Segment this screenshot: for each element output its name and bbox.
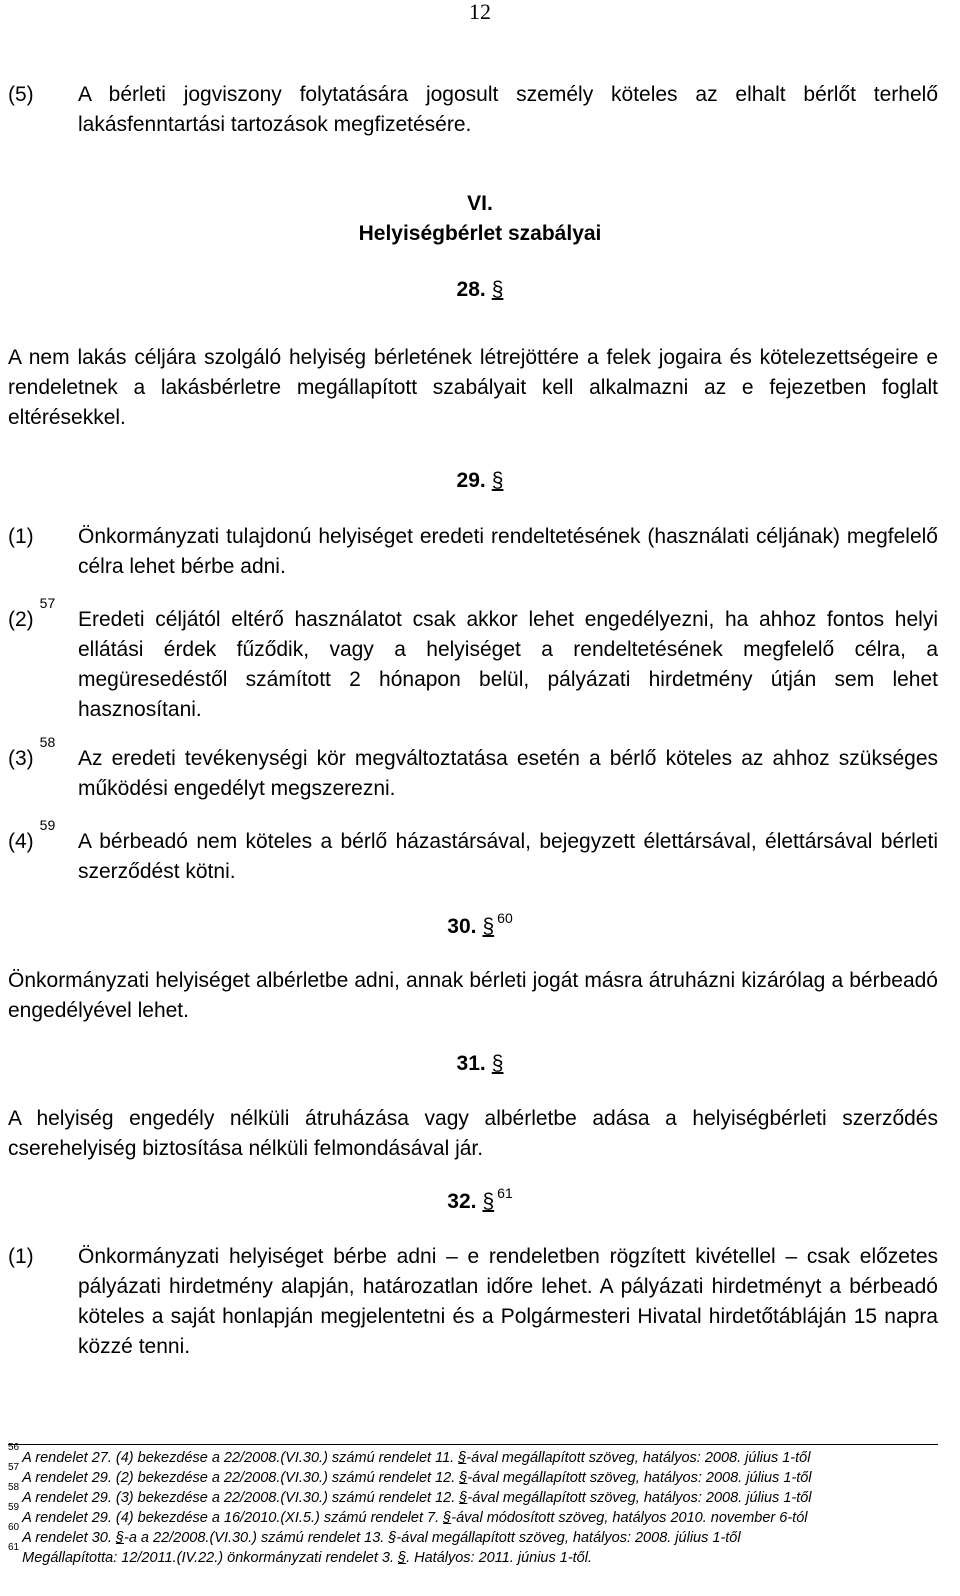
footnote	[8, 1462, 948, 1488]
section-30-heading	[0, 912, 960, 942]
section-31-heading	[0, 1049, 960, 1079]
footnote-text: A rendelet 29. (3) bekezdése a 22/2008.(VI.30.) számú rendelet 12.	[22, 1490, 460, 1506]
paragraph-number	[8, 734, 78, 804]
paragraph-number-text: (4)	[8, 830, 34, 853]
section-29-item-3	[8, 734, 938, 804]
paragraph-number-text: (1)	[8, 525, 34, 548]
chapter-number: VI.	[467, 192, 493, 215]
footnote-number: 56	[8, 1442, 20, 1454]
footnote-text: A rendelet 29. (4) bekezdése a 16/2010.(XI.5.) számú rendelet 7.	[22, 1510, 444, 1526]
footnote	[8, 1522, 948, 1548]
paragraph-text: Az eredeti tevékenységi kör megváltoztatása esetén a bérlő köteles az ahhoz szükséges működési engedélyt megszerezni.	[78, 747, 938, 800]
intro-paragraph	[8, 80, 938, 140]
section-number: 29.	[456, 469, 486, 492]
footnote-number: 57	[8, 1462, 20, 1474]
paragraph-number	[8, 817, 78, 887]
section-sign-link[interactable]: §	[482, 1190, 495, 1213]
section-sign-link[interactable]: §	[459, 1490, 468, 1506]
footnote-ref-link[interactable]: 58	[39, 734, 56, 750]
footnote	[8, 1442, 948, 1468]
footnote-number: 58	[8, 1482, 20, 1494]
paragraph-text: A bérleti jogviszony folytatására jogosult személy köteles az elhalt bérlőt terhelő lakásfenntartási tartozások megfizetésére.	[78, 83, 938, 136]
section-29-heading	[0, 466, 960, 496]
paragraph-number: (1)	[8, 1245, 34, 1268]
section-number: 30.	[447, 915, 477, 938]
paragraph-text: Önkormányzati tulajdonú helyiséget eredeti rendeltetésének (használati céljának) megfelelő célra lehet bérbe adni.	[78, 525, 938, 578]
footnote-number: 60	[8, 1522, 20, 1534]
footnotes	[8, 1442, 948, 1568]
section-number: 28.	[456, 278, 486, 301]
footnote-text: A rendelet 29. (2) bekezdése a 22/2008.(VI.30.) számú rendelet 12.	[22, 1470, 460, 1486]
footnote	[8, 1542, 948, 1568]
section-28-text: A nem lakás céljára szolgáló helyiség bérletének létrejöttére a felek jogaira és kötelezettségeire e rendeletnek a lakásbérletre megállapított szabályait kell alkalmazni az e fejezetben foglalt eltérésekkel.	[8, 346, 938, 429]
paragraph-text: Eredeti céljától eltérő használatot csak akkor lehet engedélyezni, ha ahhoz fontos helyi ellátási érdek fűződik, vagy a helyiséget a rendeltetésének megfelelő célra, a megüresedéstől számított 2 hónapon belül, pályázati hirdetmény útján sem lehet hasznosítani.	[78, 608, 938, 721]
footnote-text: A rendelet 30.	[22, 1530, 116, 1546]
footnote-text: -ával megállapított szöveg, hatályos: 2008. július 1-től	[467, 1470, 812, 1486]
footnote-text: -ával megállapított szöveg, hatályos: 2008. július 1-től	[466, 1450, 811, 1466]
section-number: 31.	[456, 1052, 486, 1075]
section-32-heading	[0, 1187, 960, 1217]
chapter-title: Helyiségbérlet szabályai	[358, 222, 602, 245]
paragraph-text: Önkormányzati helyiséget bérbe adni – e rendeletben rögzített kivétellel – csak előzetes pályázati hirdetmény alapján, határozatlan időre lehet. A pályázati hirdetményt a bérbeadó köteles a saját honlapján megjelentetni és a Polgármesteri Hivatal hirdetőtábláján 15 napra közzé tenni.	[78, 1245, 938, 1358]
footnote	[8, 1502, 948, 1528]
paragraph-number	[8, 522, 78, 582]
section-29-item-2	[8, 595, 938, 725]
section-31-text: A helyiség engedély nélküli átruházása vagy albérletbe adása a helyiségbérleti szerződés cserehelyiség biztosítása nélküli felmondásával jár.	[8, 1107, 938, 1160]
footnote-text: . Hatályos: 2011. június 1-től.	[406, 1550, 592, 1566]
page-number: 12	[469, 0, 491, 24]
section-sign-link[interactable]: §	[491, 278, 504, 301]
footnote	[8, 1482, 948, 1508]
footnote-text: Megállapította: 12/2011.(IV.22.) önkormányzati rendelet 3.	[22, 1550, 398, 1566]
section-sign-link[interactable]: §	[458, 1450, 467, 1466]
footnote-text: A rendelet 27. (4) bekezdése a 22/2008.(VI.30.) számú rendelet 11.	[22, 1450, 459, 1466]
section-29-item-1	[8, 522, 938, 582]
footnote-separator	[8, 1444, 938, 1445]
footnote-ref-link[interactable]: 57	[39, 595, 56, 611]
footnote-text: -ával megállapított szöveg, hatályos: 2008. július 1-től	[467, 1490, 812, 1506]
section-sign-link[interactable]: §	[115, 1530, 124, 1546]
section-sign-link[interactable]: §	[398, 1550, 407, 1566]
section-sign-link[interactable]: §	[443, 1510, 452, 1526]
paragraph-number: (5)	[8, 83, 34, 106]
section-32-item-1	[8, 1242, 938, 1362]
section-sign-link[interactable]: §	[491, 1052, 504, 1075]
section-30-text: Önkormányzati helyiséget albérletbe adni, annak bérleti jogát másra átruházni kizárólag a bérbeadó engedélyével lehet.	[8, 969, 938, 1022]
paragraph-number	[8, 595, 78, 725]
section-sign-link[interactable]: §	[459, 1470, 468, 1486]
paragraph-number-text: (3)	[8, 747, 34, 770]
footnote-ref-link[interactable]: 59	[39, 817, 56, 833]
paragraph-text: A bérbeadó nem köteles a bérlő házastársával, bejegyzett élettársával, élettársával bérleti szerződést kötni.	[78, 830, 938, 883]
footnote-number: 59	[8, 1502, 20, 1514]
section-28-heading	[0, 275, 960, 305]
footnote-number: 61	[8, 1542, 20, 1554]
footnote-ref-link[interactable]: 60	[497, 910, 513, 926]
footnote-text: -ával módosított szöveg, hatályos 2010. november 6-tól	[451, 1510, 808, 1526]
footnote-ref-link[interactable]: 61	[497, 1185, 513, 1201]
section-number: 32.	[447, 1190, 477, 1213]
section-sign-link[interactable]: §	[491, 469, 504, 492]
paragraph-number-text: (2)	[8, 608, 34, 631]
section-sign-link[interactable]: §	[482, 915, 495, 938]
section-29-item-4	[8, 817, 938, 887]
footnote-text: -a a 22/2008.(VI.30.) számú rendelet 13. §-ával megállapított szöveg, hatályos: 2008. július 1-től	[123, 1530, 741, 1546]
